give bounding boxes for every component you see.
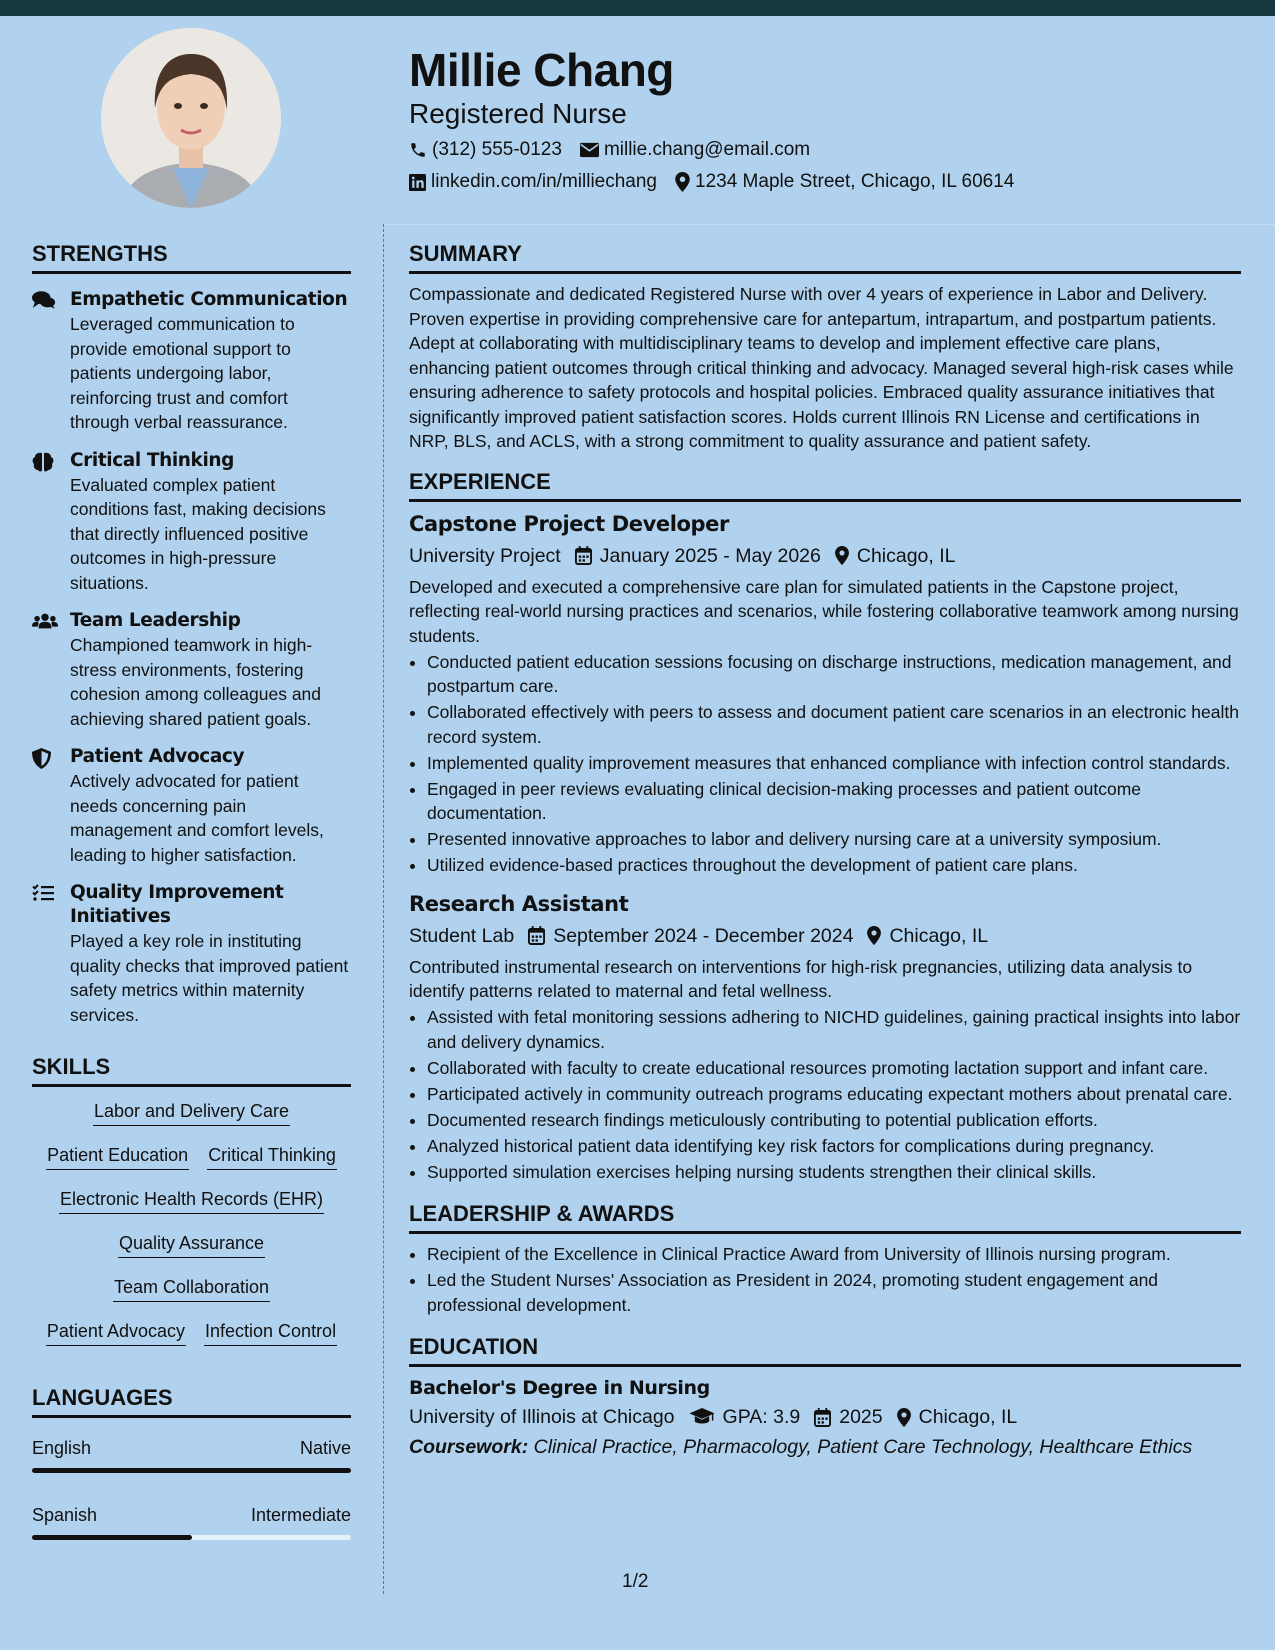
strength-title: Empathetic Communication bbox=[70, 289, 348, 310]
bullet-item: • Implemented quality improvement measures that enhanced compliance with infection control standards. bbox=[427, 751, 1241, 776]
job-dates: September 2024 - December 2024 bbox=[553, 924, 854, 947]
skill-tag: Electronic Health Records (EHR) bbox=[59, 1187, 324, 1214]
skills-title: SKILLS bbox=[32, 1053, 351, 1087]
strength-desc: Evaluated complex patient conditions fast, making decisions that directly influenced positive outcomes in high-pressure situations. bbox=[70, 474, 326, 593]
phone-text: (312) 555-0123 bbox=[432, 139, 562, 160]
strength-title: Team Leadership bbox=[70, 610, 241, 631]
linkedin-contact[interactable] bbox=[409, 170, 657, 194]
bullet-item: • Supported simulation exercises helping nursing students strengthen their clinical skills. bbox=[427, 1160, 1241, 1185]
job-bullets bbox=[409, 1005, 1241, 1184]
languages-title: LANGUAGES bbox=[32, 1384, 351, 1418]
strength-desc: Championed teamwork in high-stress environments, fostering cohesion among colleagues and achieving shared patient goals. bbox=[70, 635, 322, 729]
skills-list bbox=[32, 1099, 351, 1346]
strength-title: Patient Advocacy bbox=[70, 746, 245, 767]
experience-title: EXPERIENCE bbox=[409, 468, 1241, 502]
email-contact[interactable] bbox=[580, 138, 810, 162]
job-location: Chicago, IL bbox=[856, 544, 956, 567]
language-name: English bbox=[32, 1438, 92, 1458]
list-check-icon bbox=[32, 884, 54, 902]
bullet-item: • Collaborated with faculty to create educational resources promoting lactation support and infant care. bbox=[427, 1056, 1241, 1081]
job-description: Developed and executed a comprehensive care plan for simulated patients in the Capstone project, reflecting real-world nursing practices and scenarios, while fostering collaborative teamwork among nursing students. bbox=[409, 576, 1239, 646]
bullet-item: • Engaged in peer reviews evaluating clinical decision-making processes and patient outcome documentation. bbox=[427, 777, 1241, 826]
bullet-item: • Participated actively in community outreach programs educating expectant mothers about prenatal care. bbox=[427, 1082, 1241, 1107]
strength-item bbox=[32, 745, 351, 867]
header-divider bbox=[383, 224, 1275, 225]
bullet-item: • Analyzed historical patient data identifying key risk factors for complications during pregnancy. bbox=[427, 1134, 1241, 1159]
email-text: millie.chang@email.com bbox=[603, 139, 811, 160]
linkedin-icon bbox=[409, 174, 426, 191]
skill-tag: Patient Advocacy bbox=[46, 1319, 186, 1346]
summary-title: SUMMARY bbox=[409, 240, 1241, 274]
job-entry bbox=[409, 510, 1241, 878]
bullet-item: • Documented research findings meticulously contributing to potential publication efforts. bbox=[427, 1108, 1241, 1133]
strength-item bbox=[32, 288, 351, 435]
address-text: 1234 Maple Street, Chicago, IL 60614 bbox=[695, 171, 1015, 192]
column-divider bbox=[383, 224, 384, 1594]
job-org: University Project bbox=[409, 544, 561, 567]
job-title: Research Assistant bbox=[409, 891, 629, 916]
shield-icon bbox=[32, 748, 51, 769]
right-column bbox=[409, 240, 1241, 1460]
job-location: Chicago, IL bbox=[889, 924, 989, 947]
skill-tag: Labor and Delivery Care bbox=[93, 1099, 290, 1126]
map-pin-icon bbox=[835, 546, 849, 565]
skill-tag: Infection Control bbox=[204, 1319, 337, 1346]
bullet-item: • Conducted patient education sessions focusing on discharge instructions, medication management, and postpartum care. bbox=[427, 650, 1241, 699]
graduation-year: 2025 bbox=[839, 1406, 883, 1428]
awards-title: LEADERSHIP & AWARDS bbox=[409, 1200, 1241, 1234]
phone-contact[interactable] bbox=[409, 138, 562, 162]
top-bar bbox=[0, 0, 1275, 16]
job-description: Contributed instrumental research on interventions for high-risk pregnancies, utilizing data analysis to identify patterns related to maternal and fetal wellness. bbox=[409, 956, 1193, 1001]
degree: Bachelor's Degree in Nursing bbox=[409, 1377, 710, 1399]
graduation-cap-icon bbox=[689, 1408, 715, 1426]
skill-tag: Patient Education bbox=[46, 1143, 189, 1170]
strengths-title: STRENGTHS bbox=[32, 240, 351, 274]
strength-item bbox=[32, 881, 351, 1027]
envelope-icon bbox=[580, 142, 599, 158]
strength-desc: Actively advocated for patient needs concerning pain management and comfort levels, leading to higher satisfaction. bbox=[70, 771, 324, 865]
skill-tag: Team Collaboration bbox=[113, 1275, 270, 1302]
skill-tag: Critical Thinking bbox=[207, 1143, 337, 1170]
candidate-name: Millie Chang bbox=[409, 44, 674, 96]
comments-icon bbox=[32, 291, 56, 310]
coursework bbox=[409, 1434, 1241, 1460]
school-name: University of Illinois at Chicago bbox=[409, 1406, 675, 1428]
left-column bbox=[32, 240, 351, 1540]
avatar bbox=[101, 28, 281, 208]
awards-bullets bbox=[409, 1242, 1241, 1317]
summary-text: Compassionate and dedicated Registered Nurse with over 4 years of experience in Labor and Delivery. Proven expertise in providing comprehensive care for antepartum, intrapartum, and postpartum patients. Adept at collaborating with multidisciplinary teams to develop and implement effective care plans, enhancing patient outcomes through critical thinking and advocacy. Managed several high-risk cases while ensuring adherence to safety protocols and hospital policies. Embraced quality assurance initiatives that significantly improved patient satisfaction scores. Holds current Illinois RN License and certifications in NRP, BLS, and ACLS, with a strong commitment to quality assurance and patient safety. bbox=[409, 284, 1234, 451]
job-org: Student Lab bbox=[409, 924, 515, 947]
bullet-item: • Assisted with fetal monitoring sessions adhering to NICHD guidelines, gaining practical insights into labor and delivery dynamics. bbox=[427, 1005, 1241, 1054]
job-entry bbox=[409, 890, 1241, 1185]
language-bar-fill bbox=[32, 1468, 351, 1473]
address-contact bbox=[675, 170, 1014, 194]
calendar-icon bbox=[814, 1408, 831, 1427]
page-number: 1/2 bbox=[622, 1571, 649, 1592]
bullet-item: • Presented innovative approaches to labor and delivery nursing care at a university symposium. bbox=[427, 827, 1241, 852]
coursework-label: Coursework: bbox=[409, 1436, 529, 1458]
language-level: Native bbox=[299, 1438, 351, 1458]
strength-item bbox=[32, 609, 351, 731]
bullet-item: • Recipient of the Excellence in Clinical Practice Award from University of Illinois nursing program. bbox=[427, 1242, 1241, 1267]
job-bullets bbox=[409, 650, 1241, 878]
users-icon bbox=[32, 612, 58, 630]
linkedin-text: linkedin.com/in/milliechang bbox=[431, 171, 657, 192]
bullet-item: • Collaborated effectively with peers to assess and document patient care scenarios in an electronic health record system. bbox=[427, 700, 1241, 749]
language-bar bbox=[32, 1468, 351, 1473]
language-name: Spanish bbox=[32, 1505, 98, 1525]
language-bar bbox=[32, 1535, 351, 1540]
job-title: Capstone Project Developer bbox=[409, 511, 729, 536]
language-item bbox=[32, 1436, 351, 1473]
strength-desc: Played a key role in instituting quality checks that improved patient safety metrics within maternity services. bbox=[70, 931, 349, 1025]
calendar-icon bbox=[575, 546, 592, 565]
education-title: EDUCATION bbox=[409, 1333, 1241, 1367]
bullet-item: • Utilized evidence-based practices throughout the development of patient care plans. bbox=[427, 853, 1241, 878]
calendar-icon bbox=[528, 926, 545, 945]
bullet-item: • Led the Student Nurses' Association as President in 2024, promoting student engagement and professional development. bbox=[427, 1268, 1241, 1317]
profile-photo bbox=[101, 28, 281, 208]
candidate-title: Registered Nurse bbox=[409, 98, 627, 129]
language-item bbox=[32, 1503, 351, 1540]
phone-icon bbox=[409, 141, 427, 159]
language-level: Intermediate bbox=[250, 1505, 351, 1525]
map-pin-icon bbox=[675, 172, 690, 192]
strength-title: Critical Thinking bbox=[70, 449, 235, 471]
map-pin-icon bbox=[867, 926, 881, 945]
skill-tag: Quality Assurance bbox=[118, 1231, 265, 1258]
school-location: Chicago, IL bbox=[918, 1406, 1018, 1428]
language-bar-fill bbox=[32, 1535, 192, 1540]
strength-item bbox=[32, 449, 351, 596]
brain-icon bbox=[32, 452, 54, 472]
map-pin-icon bbox=[897, 1408, 911, 1427]
gpa: GPA: 3.9 bbox=[722, 1406, 801, 1428]
strength-title: Quality Improvement Initiatives bbox=[70, 882, 284, 927]
strength-desc: Leveraged communication to provide emotional support to patients undergoing labor, reinforcing trust and comfort through verbal reassurance. bbox=[70, 314, 295, 432]
job-dates: January 2025 - May 2026 bbox=[599, 544, 821, 567]
coursework-list: Clinical Practice, Pharmacology, Patient Care Technology, Healthcare Ethics bbox=[533, 1436, 1193, 1458]
